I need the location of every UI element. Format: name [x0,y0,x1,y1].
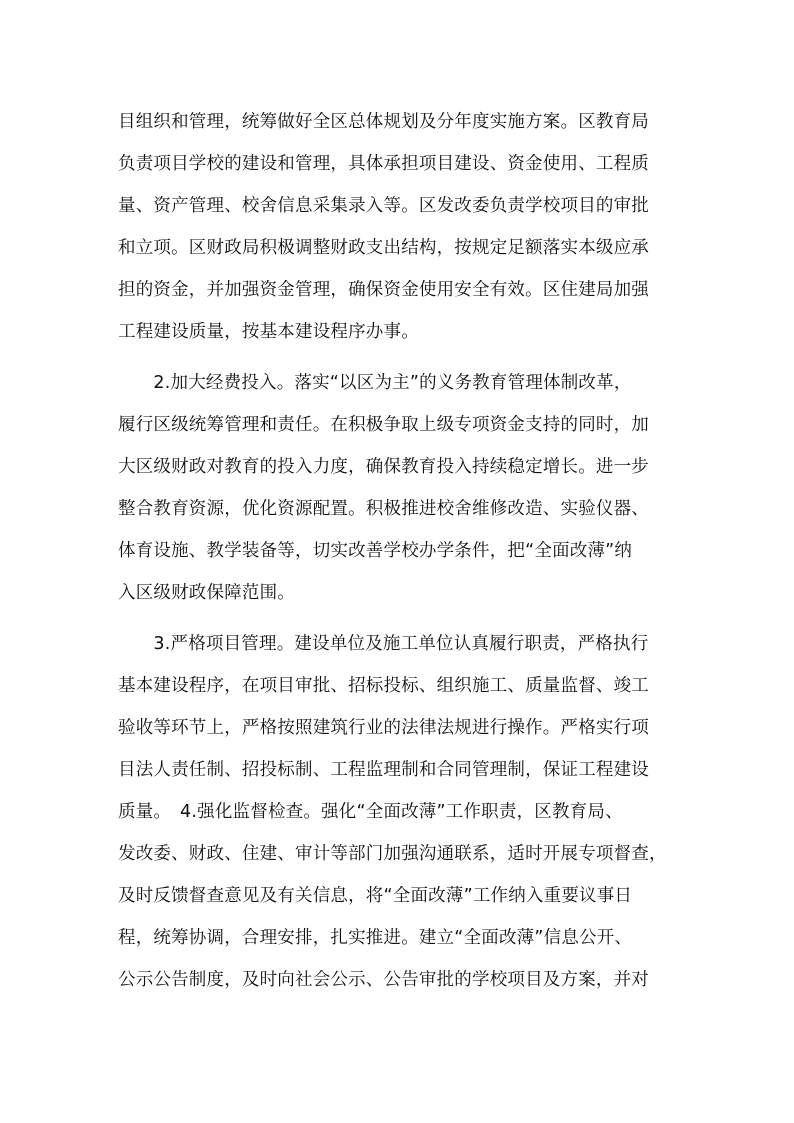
paragraph-spacer [118,614,678,623]
text-line: 量、资产管理、校舍信息采集录入等。区发改委负责学校项目的审批 [118,196,649,216]
text-line: 及时反馈督查意见及有关信息，将“全面改薄”工作纳入重要议事日 [118,886,633,906]
paragraph-1 [118,101,678,353]
text-line: 目组织和管理，统筹做好全区总体规划及分年度实施方案。区教育局 [118,112,649,132]
text-line: 担的资金，并加强资金管理，确保资金使用安全有效。区住建局加强 [118,280,649,300]
text-line: 负责项目学校的建设和管理，具体承担项目建设、资金使用、工程质 [118,154,649,174]
text-line: 验收等环节上，严格按照建筑行业的法律法规进行操作。严格实行项 [118,718,649,738]
text-line: 程，统筹协调，合理安排，扎实推进。建立“全面改薄”信息公开、 [118,928,633,948]
text-line: 体育设施、教学装备等，切实改善学校办学条件，把“全面改薄”纳 [118,541,633,561]
document-page [118,101,678,1001]
text-line: 发改委、财政、住建、审计等部门加强沟通联系，适时开展专项督查， [118,844,667,864]
text-line: 入区级财政保障范围。 [118,583,295,603]
text-line: 质量。 4.强化监督检查。强化“全面改薄”工作职责，区教育局、 [118,802,623,822]
text-line: 履行区级统筹管理和责任。在积极争取上级专项资金支持的同时，加 [118,415,649,435]
text-line: 目法人责任制、招投标制、工程监理制和合同管理制，保证工程建设 [118,760,649,780]
paragraph-3 [118,623,678,1001]
paragraph-spacer [118,353,678,362]
text-line: 整合教育资源，优化资源配置。积极推进校舍维修改造、实验仪器、 [118,499,649,519]
text-line: 工程建设质量，按基本建设程序办事。 [118,322,419,342]
text-line: 大区级财政对教育的投入力度，确保教育投入持续稳定增长。进一步 [118,457,649,477]
paragraph-2 [118,362,678,614]
text-line: 公示公告制度，及时向社会公示、公告审批的学校项目及方案，并对 [118,970,649,990]
text-line: 基本建设程序，在项目审批、招标投标、组织施工、质量监督、竣工 [118,676,649,696]
text-line: 2.加大经费投入。落实“以区为主”的义务教育管理体制改革， [118,373,632,393]
text-line: 和立项。区财政局积极调整财政支出结构，按规定足额落实本级应承 [118,238,649,258]
text-line: 3.严格项目管理。建设单位及施工单位认真履行职责，严格执行 [118,634,649,654]
